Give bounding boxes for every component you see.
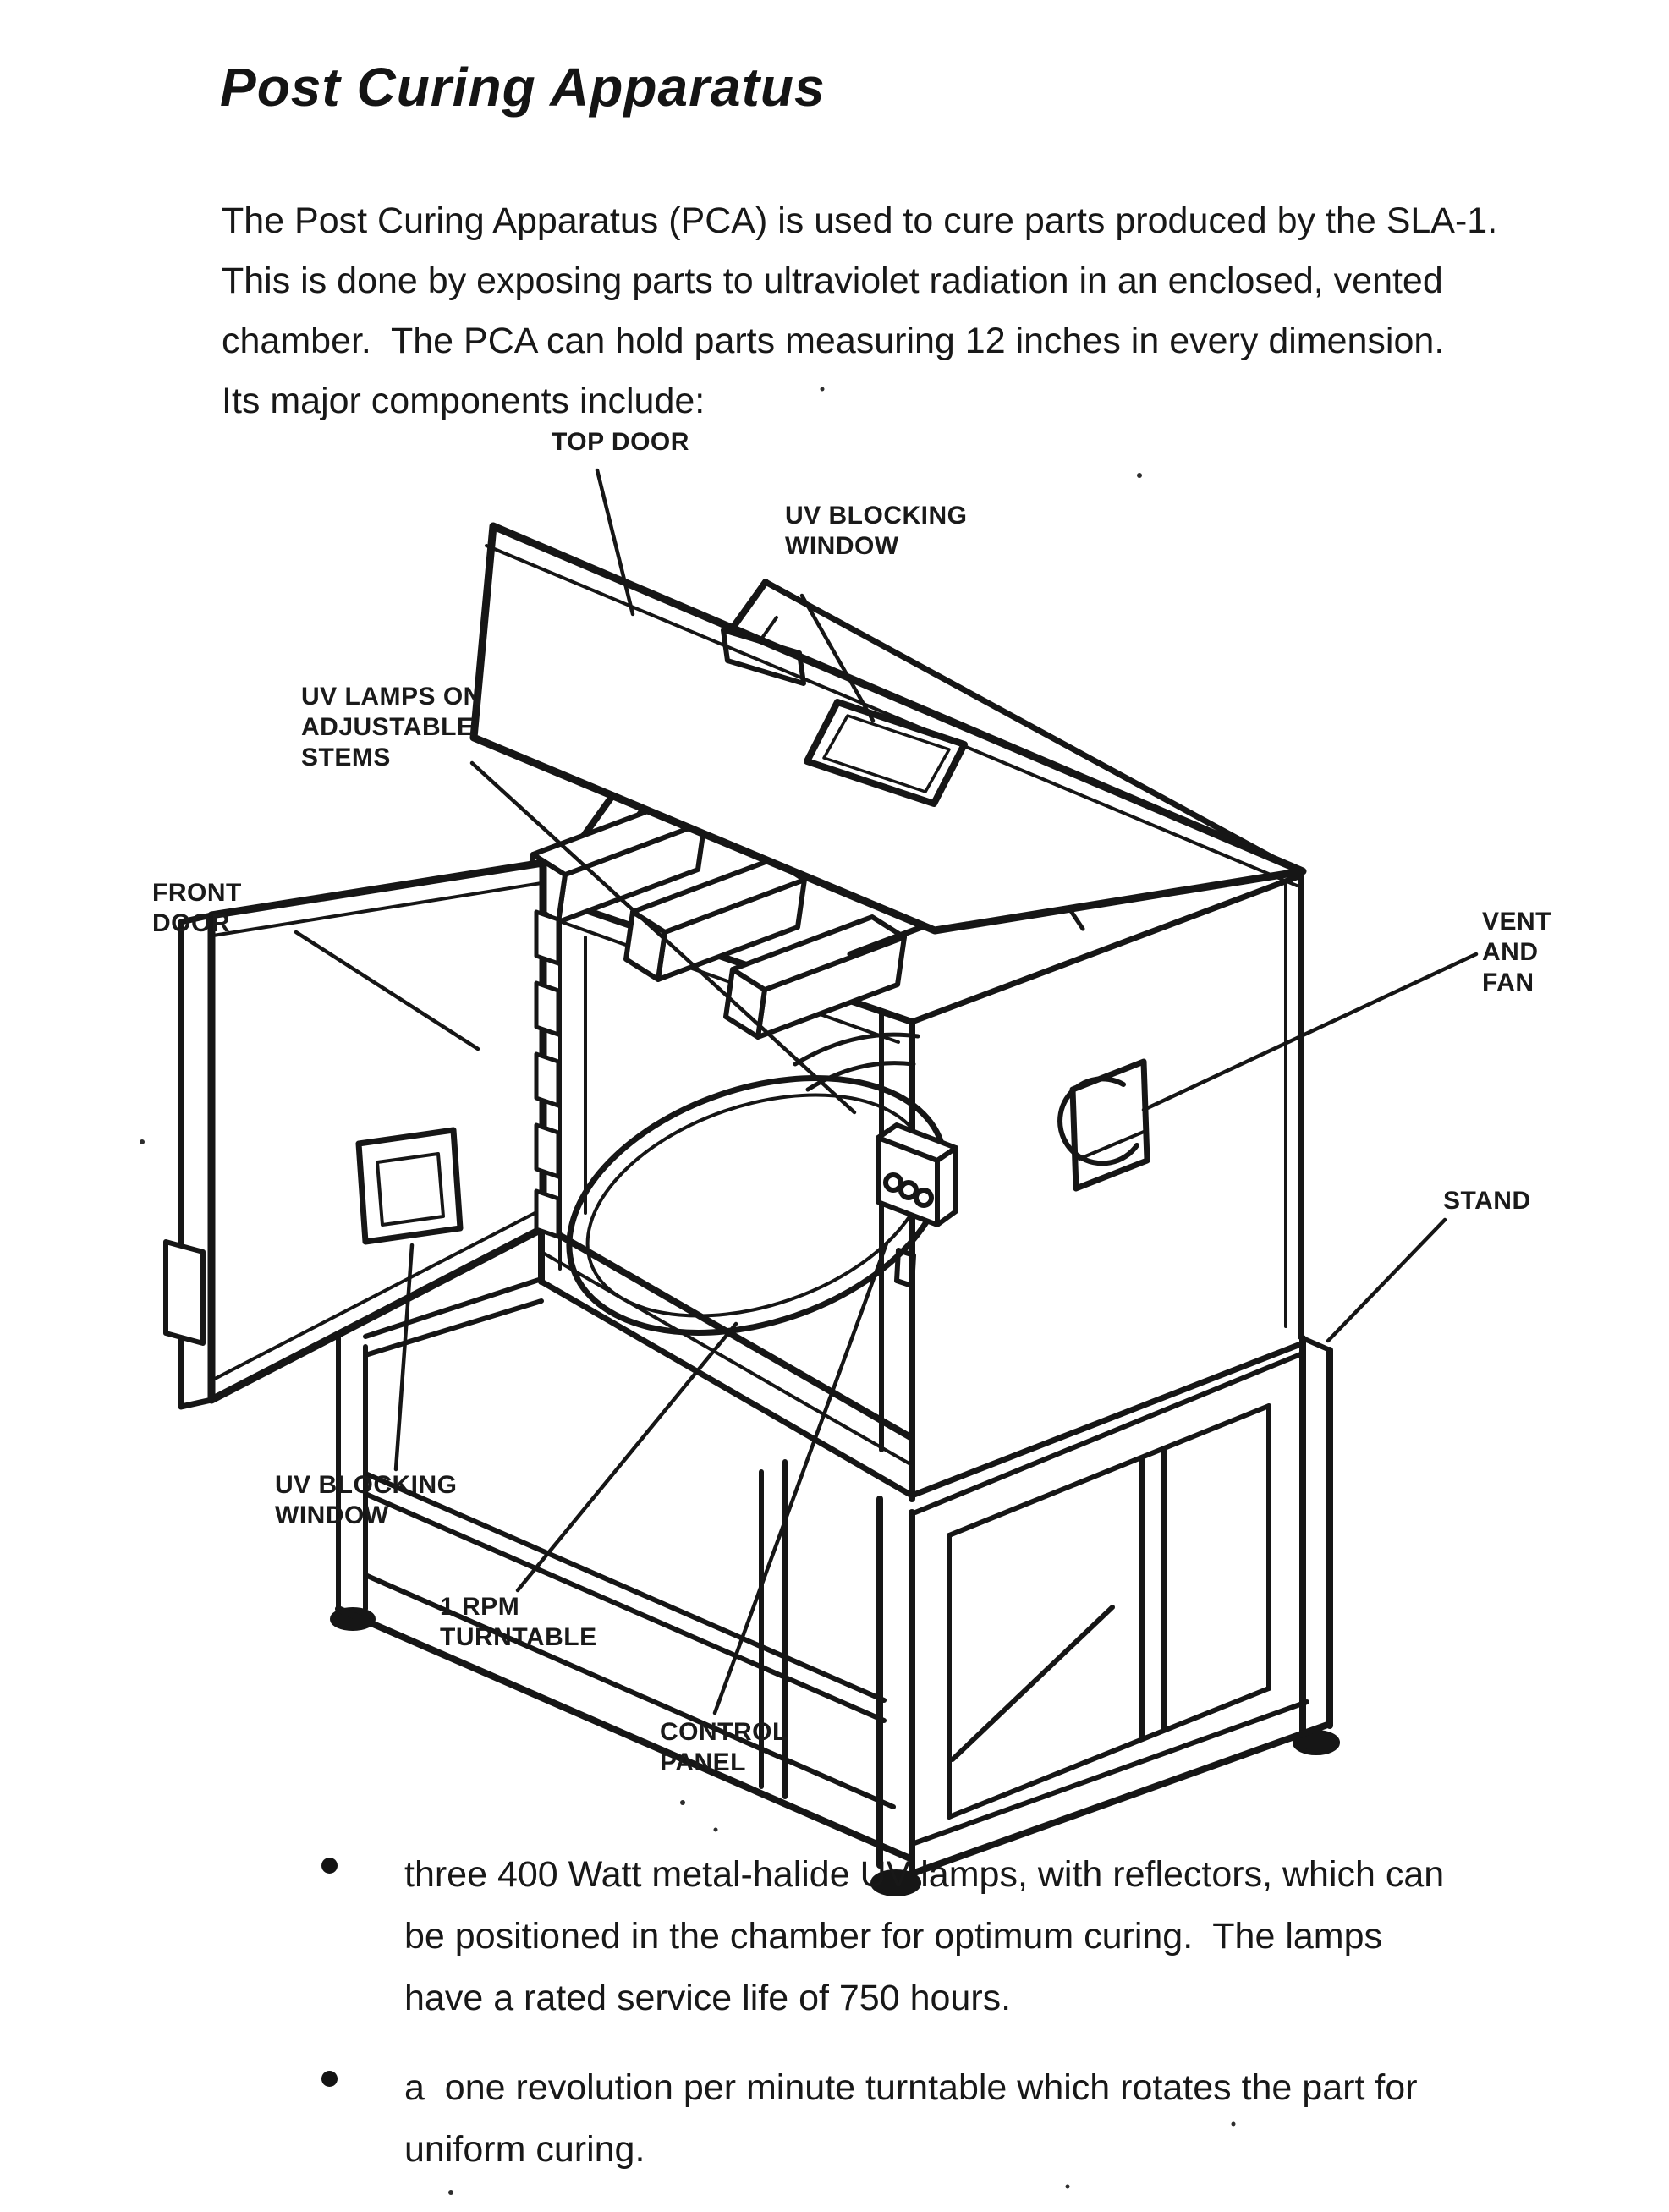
label-turntable: 1 RPM TURNTABLE [440,1593,597,1651]
label-top-door: TOP DOOR [552,428,689,456]
bullet-dot [321,2071,338,2087]
label-uv-lamps: UV LAMPS ON ADJUSTABLE STEMS [301,683,482,771]
bullet-line: a one revolution per minute turntable which rotates the part for [404,2067,1418,2108]
control-switch [897,1250,914,1286]
leader-stand [1328,1220,1445,1341]
bullet-line: uniform curing. [404,2129,645,2170]
paragraph-line: Its major components include: [222,381,705,421]
front-door [166,863,543,1407]
leader-vent-fan [1144,954,1476,1110]
bullet-dot [321,1858,338,1874]
label-control-panel: CONTROL PANEL [660,1718,788,1776]
door-handle [166,1242,203,1343]
label-stand: STAND [1443,1187,1531,1215]
bullet-line: be positioned in the chamber for optimum curing. The lamps [404,1916,1383,1957]
control-knob [886,1175,901,1190]
bullet-line: three 400 Watt metal-halide UV lamps, with reflectors, which can [404,1854,1445,1895]
label-vent-fan: VENT AND FAN [1482,908,1552,996]
paragraph-line: chamber. The PCA can hold parts measuring 12 inches in every dimension. [222,321,1445,361]
page-title: Post Curing Apparatus [220,57,826,118]
vent-and-fan [1060,1062,1147,1188]
paragraph-line: The Post Curing Apparatus (PCA) is used to cure parts produced by the SLA-1. [222,200,1498,241]
bullet-line: have a rated service life of 750 hours. [404,1978,1012,2018]
paragraph-line: This is done by exposing parts to ultraviolet radiation in an enclosed, vented [222,261,1443,301]
leader-turntable [518,1324,736,1590]
label-front-door: FRONT DOOR [152,879,242,937]
control-knob [901,1183,916,1198]
label-uv-window-bottom: UV BLOCKING WINDOW [275,1471,458,1529]
stand-frame [332,1279,1337,1894]
label-uv-window-top: UV BLOCKING WINDOW [785,502,968,560]
control-knob [916,1190,931,1205]
